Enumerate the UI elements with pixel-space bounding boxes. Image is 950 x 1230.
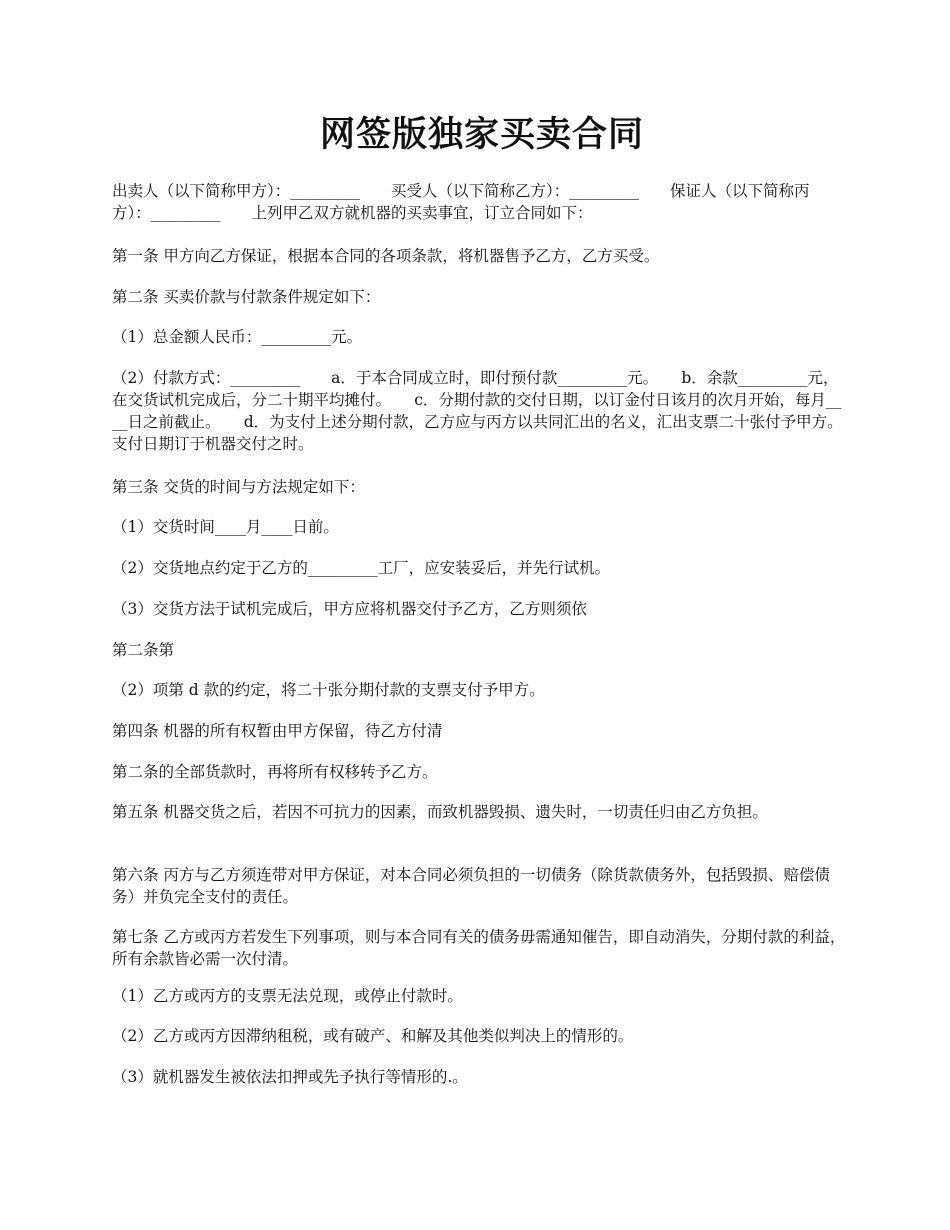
article-2-item-2: （2）付款方式：_________ a．于本合同成立时，即付预付款_________元。 b．余款_________元，在交货试机完成后，分二十期平均摊付。 c．分期付款的交付日期，以订金付日该月的次月开始，每月____日之前截止。 d．为支付上述分期付款，乙方应与丙方以共同汇出的名义，汇出支票二十张付予甲方。支付日期订于机器交付之时。 bbox=[112, 369, 843, 453]
article-7: 第七条 乙方或丙方若发生下列事项，则与本合同有关的债务毋需通知催告，即自动消失，分期付款的利益，所有余款皆必需一次付清。 bbox=[112, 928, 846, 968]
article-3-item-3: （3）交货方法于试机完成后，甲方应将机器交付予乙方，乙方则须依 bbox=[112, 600, 587, 618]
article-7-item-3: （3）就机器发生被依法扣押或先予执行等情形的.。 bbox=[112, 1068, 468, 1086]
document-title: 网签版独家买卖合同 bbox=[319, 114, 644, 155]
article-3-item-2: （2）交货地点约定于乙方的_________工厂，应安装妥后，并先行试机。 bbox=[112, 559, 611, 577]
article-3-item-1: （1）交货时间____月____日前。 bbox=[112, 518, 339, 536]
article-3-item-3-cont: （2）项第 d 款的约定，将二十张分期付款的支票支付予甲方。 bbox=[112, 681, 545, 699]
article-1: 第一条 甲方向乙方保证，根据本合同的各项条款，将机器售予乙方，乙方买受。 bbox=[112, 247, 660, 265]
article-4: 第四条 机器的所有权暂由甲方保留，待乙方付清 bbox=[112, 722, 443, 740]
article-3-heading: 第三条 交货的时间与方法规定如下： bbox=[112, 478, 365, 496]
article-2-heading: 第二条 买卖价款与付款条件规定如下： bbox=[112, 288, 381, 306]
article-5: 第五条 机器交货之后，若因不可抗力的因素，而致机器毁损、遗失时，一切责任归由乙方负担。 bbox=[112, 803, 768, 821]
article-6: 第六条 丙方与乙方须连带对甲方保证，对本合同必须负担的一切债务（除货款债务外，包括毁损、赔偿债务）并负完全支付的责任。 bbox=[112, 866, 830, 906]
article-reference: 第二条第 bbox=[112, 641, 175, 659]
article-4-cont: 第二条的全部货款时，再将所有权移转予乙方。 bbox=[112, 763, 438, 781]
article-2-item-1: （1）总金额人民币：_________元。 bbox=[112, 328, 363, 346]
article-7-item-1: （1）乙方或丙方的支票无法兑现，或停止付款时。 bbox=[112, 987, 463, 1005]
parties-paragraph: 出卖人（以下简称甲方）：_________ 买受人（以下简称乙方）：_________ 保证人（以下简称丙方）：_________ 上列甲乙双方就机器的买卖事宜，订立合同如下： bbox=[112, 182, 810, 222]
article-7-item-2: （2）乙方或丙方因滞纳租税，或有破产、和解及其他类似判决上的情形的。 bbox=[112, 1027, 634, 1045]
